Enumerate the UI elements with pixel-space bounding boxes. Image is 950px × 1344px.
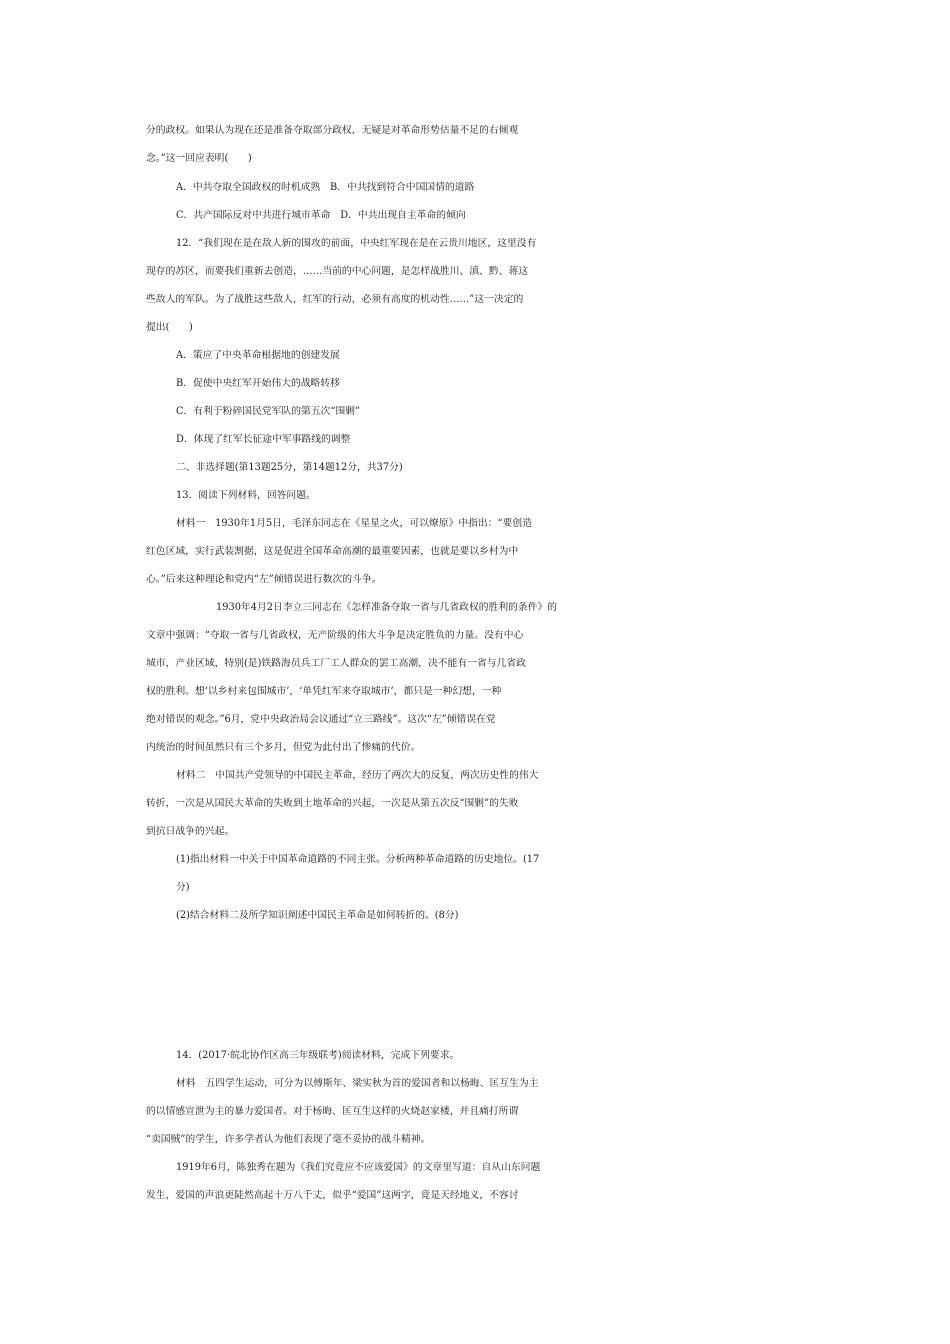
option-line: D．体现了红军长征途中军事路线的调整 (176, 434, 351, 445)
text-line: 发生，爱国的声浪更陡然高起十万八千丈，似乎“爱国”这两字，竟是天经地义，不容讨 (146, 1190, 519, 1201)
text-line: 1919年6月，陈独秀在题为《我们究竟应不应该爱国》的文章里写道：自从山东问题 (176, 1162, 541, 1173)
question-12: 12．“我们现在是在敌人新的围攻的前面，中央红军现在是在云贵川地区，这里没有 (176, 238, 537, 249)
text-line: 提出( ) (146, 322, 193, 333)
text-line: 转折，一次是从国民大革命的失败到土地革命的兴起，一次是从第五次反“围剿”的失败 (146, 798, 519, 809)
option-line: C．有利于粉碎国民党军队的第五次“围剿” (176, 406, 361, 417)
option-line: C．共产国际反对中共进行城市革命 D．中共出现自主革命的倾向 (176, 210, 466, 221)
text-line: “卖国贼”的学生，许多学者认为他们表现了毫不妥协的战斗精神。 (146, 1134, 431, 1145)
text-line: 材料一 1930年1月5日，毛泽东同志在《星星之火，可以燎原》中指出：“要创造 (176, 518, 532, 529)
sub-question: (1)指出材料一中关于中国革命道路的不同主张。分析两种革命道路的历史地位。(17 (176, 854, 540, 865)
text-line: 绝对错误的观念。”6月，党中央政治局会议通过“立三路线”。这次“左”倾错误在党 (146, 714, 496, 725)
text-line: 分的政权。如果认为现在还是准备夺取部分政权，无疑是对革命形势估量不足的右倾观 (146, 125, 519, 136)
question-14: 14．(2017·皖北协作区高三年级联考)阅读材料，完成下列要求。 (176, 1050, 460, 1061)
text-line: 的以情感宣泄为主的暴力爱国者。对于杨晦、匡互生这样的火烧赵家楼，并且痛打所谓 (146, 1106, 519, 1117)
option-line: A．中共夺取全国政权的时机成熟 B．中共找到符合中国国情的道路 (176, 182, 475, 193)
text-line: 红色区域，实行武装割据，这是促进全国革命高潮的最重要因素，也就是要以乡村为中 (146, 546, 519, 557)
option-line: A．策应了中央革命根据地的创建发展 (176, 350, 340, 361)
text-line: 文章中强调：“夺取一省与几省政权，无产阶级的伟大斗争是决定胜负的力量。没有中心 (146, 630, 524, 641)
sub-question: (2)结合材料二及所学知识阐述中国民主革命是如何转折的。(8分) (176, 910, 459, 921)
text-line: 分) (176, 882, 190, 893)
section-heading: 二、非选择题(第13题25分，第14题12分，共37分) (176, 462, 403, 473)
text-line: 1930年4月2日李立三同志在《怎样准备夺取一省与几省政权的胜利的条件》的 (216, 602, 558, 613)
text-line: 材料二 中国共产党领导的中国民主革命，经历了两次大的反复，两次历史性的伟大 (176, 770, 539, 781)
text-line: 到抗日战争的兴起。 (146, 826, 235, 837)
text-line: 心。”后来这种理论和党内“左”倾错误进行数次的斗争。 (146, 574, 382, 585)
option-line: B．促使中央红军开始伟大的战略转移 (176, 378, 340, 389)
text-line: 权的胜利。想‘以乡村来包围城市’，‘单凭红军来夺取城市’，都只是一种幻想，一种 (146, 686, 502, 697)
text-line: 城市，产业区域，特别(是)铁路海员兵工厂工人群众的罢工高潮，决不能有一省与几省政 (146, 658, 526, 669)
text-line: 内统治的时间虽然只有三个多月，但党为此付出了惨痛的代价。 (146, 742, 421, 753)
text-line: 些敌人的军队。为了战胜这些敌人，红军的行动，必须有高度的机动性……”这一决定的 (146, 294, 524, 305)
question-13: 13．阅读下列材料，回答问题。 (176, 490, 316, 501)
text-line: 材料 五四学生运动，可分为以傅斯年、梁实秋为首的爱国者和以杨晦、匡互生为主 (176, 1078, 539, 1089)
text-line: 念。”这一回应表明( ) (146, 153, 252, 164)
text-line: 现存的苏区，而要我们重新去创造，……当前的中心问题，是怎样战胜川、滇、黔、蒋这 (146, 266, 529, 277)
